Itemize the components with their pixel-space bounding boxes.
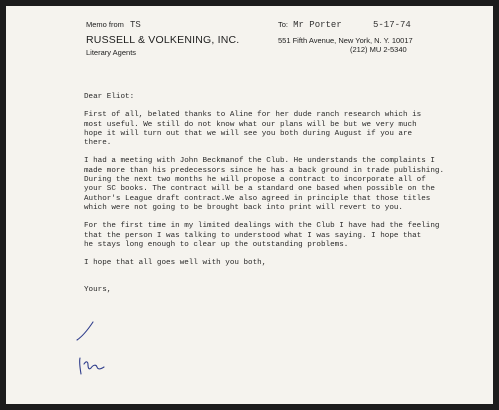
paragraph-line: your SC books. The contract will be a standard one based when possible on the [84, 185, 435, 194]
memo-from [86, 19, 289, 31]
firm-name: RUSSELL & VOLKENING, INC. [86, 34, 240, 46]
letter-body [84, 93, 484, 296]
salutation: Dear Eliot: [84, 93, 135, 101]
letterhead-left [86, 19, 289, 58]
paragraph-line: First of all, belated thanks to Aline for her dude ranch research which is [84, 111, 422, 120]
paragraph-line: there. [84, 139, 112, 148]
memo-initials: TS [130, 20, 141, 30]
letterhead-right [278, 19, 458, 54]
paragraph-line: which were not going to be brought back into print will revert to you. [84, 203, 403, 212]
handwritten-signature [69, 318, 129, 378]
paragraph-line: he stays long enough to clear up the outstanding problems. [84, 240, 349, 249]
closing-wish: I hope that all goes well with you both, [84, 259, 267, 268]
firm-address: 551 Fifth Avenue, New York, N. Y. 10017 [278, 36, 413, 45]
paragraph-line: I had a meeting with John Beckmanof the Club. He understands the complaints I [84, 157, 435, 166]
memo-date: 5-17-74 [373, 20, 411, 30]
paragraph-line: During the next two months he will propose a contract to incorporate all of [84, 176, 426, 185]
memo-from-label: Memo from [86, 20, 124, 29]
paragraph-line: most useful. We still do not know what our plans will be but we very much [84, 120, 417, 129]
recipient-name: Mr Porter [293, 20, 342, 30]
firm-phone: (212) MU 2-5340 [350, 45, 407, 54]
to-line [278, 19, 458, 31]
paragraph-line: For the first time in my limited dealings with the Club I have had the feeling [84, 222, 440, 231]
letter-page [6, 6, 493, 404]
paragraph-line: hope it will turn out that we will see you both during August if you are [84, 129, 413, 138]
paragraph-line: that the person I was talking to understood what I was saying. I hope that [84, 231, 422, 240]
paragraph-line: Author's League draft contract.We also agreed in principle that those titles [84, 194, 431, 203]
closing: Yours, [84, 286, 112, 295]
paragraph-line: made more than his predecessors since he has a back ground in trade publishing. [84, 166, 445, 175]
to-label: To: [278, 20, 289, 29]
firm-tagline: Literary Agents [86, 48, 137, 57]
